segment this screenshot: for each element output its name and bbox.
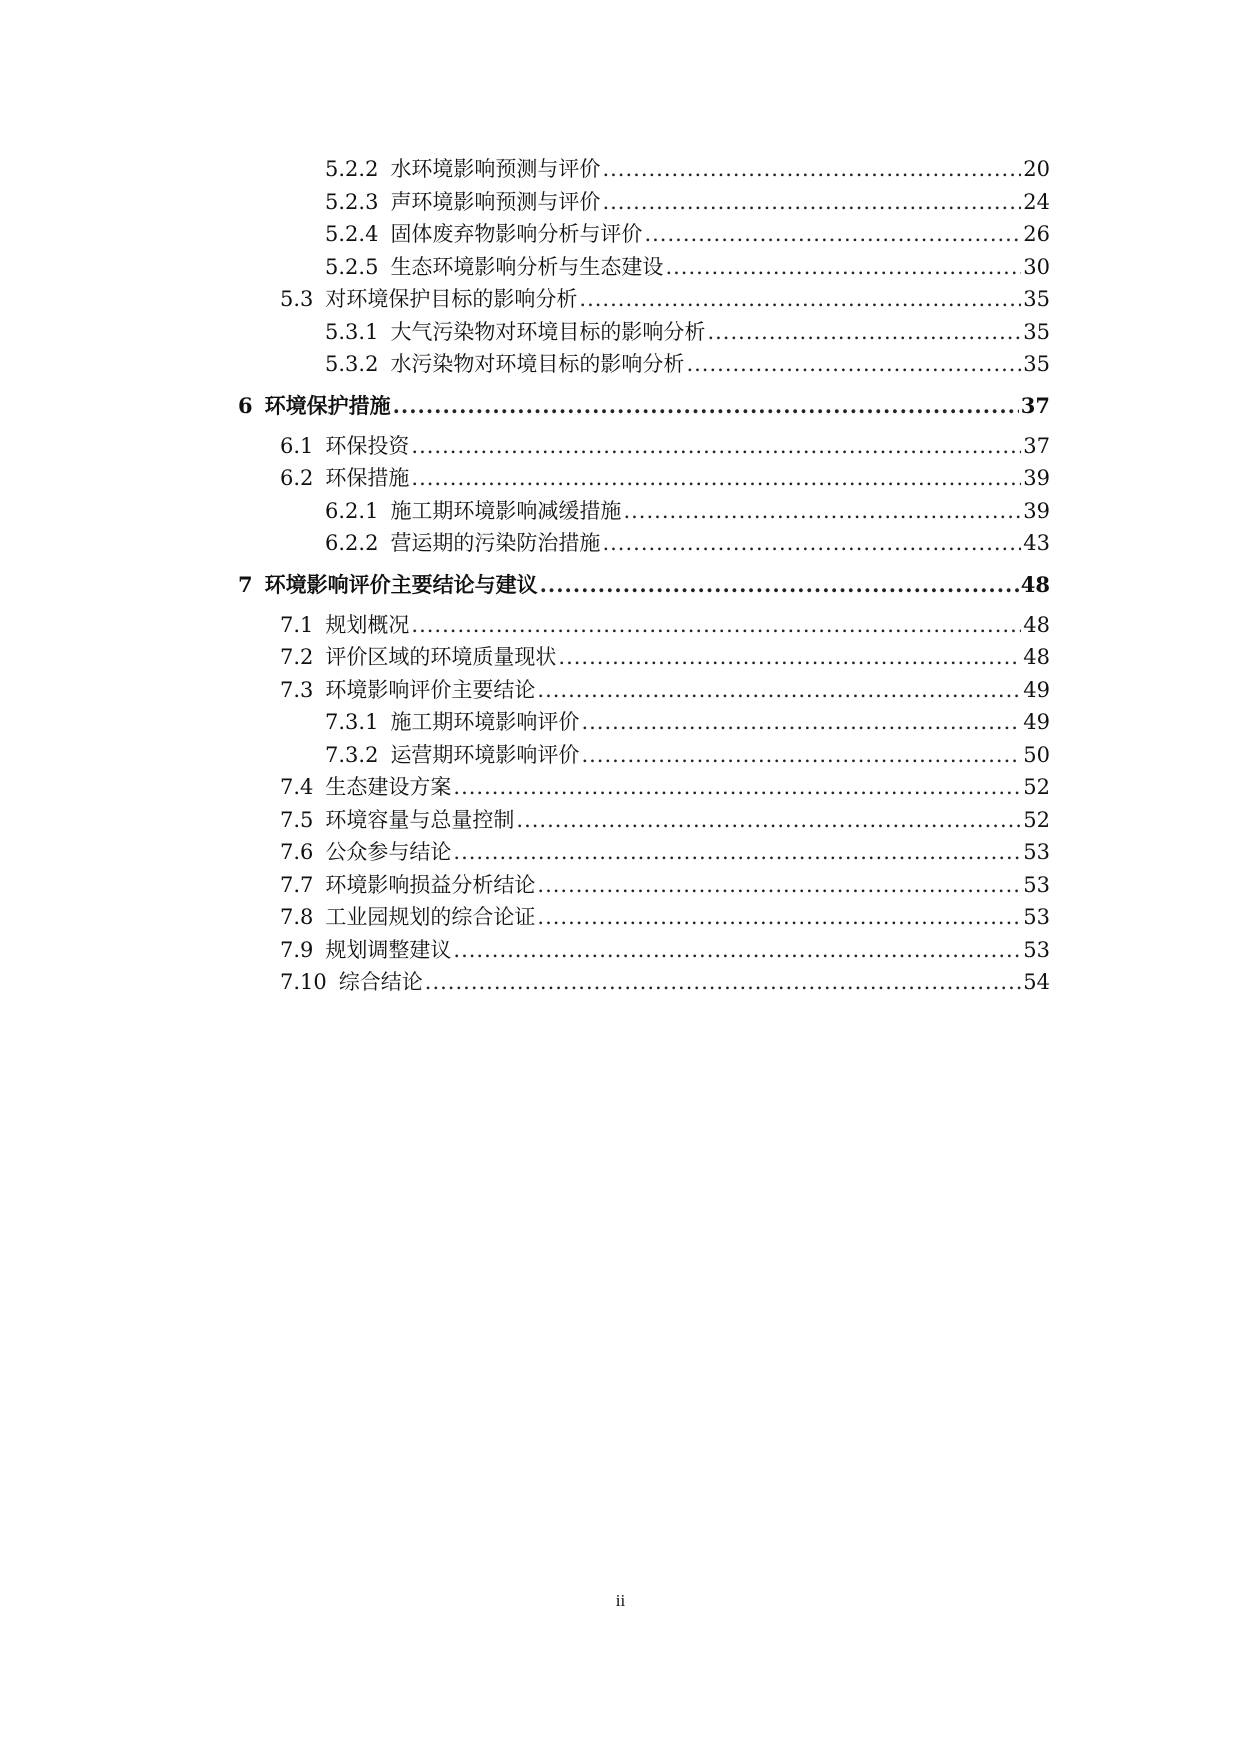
toc-leader-dots (425, 966, 1022, 999)
toc-entry[interactable] (238, 869, 1050, 902)
toc-entry-title: 水污染物对环境目标的影响分析 (390, 352, 685, 376)
toc-leader-dots (540, 560, 1019, 609)
toc-entry-page: 30 (1023, 254, 1050, 279)
toc-entry[interactable] (238, 348, 1050, 381)
toc-entry-page: 52 (1023, 775, 1050, 799)
toc-leader-dots (581, 706, 1021, 739)
toc-entry[interactable] (238, 966, 1050, 999)
toc-entry-number: 5.2.2 (325, 157, 379, 181)
toc-entry-title: 对环境保护目标的影响分析 (325, 287, 578, 311)
toc-leader-dots (644, 218, 1021, 251)
toc-leader-dots (411, 462, 1021, 495)
toc-entry[interactable] (238, 934, 1050, 967)
toc-entry-number: 7.3 (280, 677, 314, 702)
toc-entry-number: 7.5 (280, 807, 314, 832)
toc-leader-dots (579, 283, 1021, 316)
toc-entry-number: 7.3.2 (325, 742, 379, 767)
toc-leader-dots (581, 739, 1021, 772)
toc-entry-number: 7.8 (280, 905, 314, 929)
toc-leader-dots (453, 836, 1021, 869)
toc-entry[interactable] (238, 901, 1050, 934)
toc-entry[interactable] (238, 430, 1050, 463)
toc-entry-number: 7.6 (280, 840, 314, 864)
toc-entry[interactable] (238, 218, 1050, 251)
toc-entry-page: 53 (1023, 872, 1050, 897)
toc-leader-dots (516, 804, 1021, 837)
toc-entry-number: 6.2.1 (325, 498, 379, 523)
toc-entry[interactable] (238, 462, 1050, 495)
toc-entry-page: 48 (1023, 612, 1050, 637)
toc-entry-page: 37 (1023, 433, 1050, 458)
toc-entry[interactable] (238, 771, 1050, 804)
toc-entry-number: 5.3.1 (325, 319, 379, 344)
toc-entry-page: 53 (1023, 905, 1050, 929)
toc-entry[interactable] (238, 316, 1050, 349)
toc-leader-dots (453, 934, 1021, 967)
toc-entry-page: 39 (1023, 466, 1050, 490)
toc-leader-dots (453, 771, 1021, 804)
toc-entry-title: 环境保护措施 (264, 392, 391, 418)
toc-entry[interactable] (238, 283, 1050, 316)
toc-entry-title: 施工期环境影响减缓措施 (390, 498, 622, 523)
toc-entry-title: 规划概况 (325, 612, 410, 637)
toc-entry-title: 固体废弃物影响分析与评价 (390, 222, 643, 246)
toc-entry-number: 6.2 (280, 466, 314, 490)
toc-entry[interactable] (238, 706, 1050, 739)
toc-entry-number: 6 (238, 392, 253, 418)
toc-entry-page: 24 (1023, 189, 1050, 214)
toc-leader-dots (602, 186, 1021, 219)
toc-entry-page: 35 (1023, 287, 1050, 311)
toc-entry-number: 7.1 (280, 612, 314, 637)
toc-entry-page: 37 (1020, 392, 1050, 418)
table-of-contents (238, 153, 1050, 999)
toc-entry[interactable] (238, 560, 1050, 609)
toc-entry-number: 5.2.3 (325, 189, 379, 214)
toc-entry[interactable] (238, 251, 1050, 284)
toc-entry-page: 49 (1023, 710, 1050, 734)
toc-entry[interactable] (238, 186, 1050, 219)
toc-leader-dots (665, 251, 1021, 284)
toc-entry-title: 运营期环境影响评价 (390, 742, 580, 767)
toc-entry-title: 评价区域的环境质量现状 (325, 645, 557, 669)
toc-leader-dots (558, 641, 1021, 674)
toc-entry-number: 7.9 (280, 937, 314, 962)
toc-leader-dots (623, 495, 1021, 528)
toc-entry-page: 50 (1023, 742, 1050, 767)
toc-entry-title: 规划调整建议 (325, 937, 452, 962)
toc-entry-title: 环境影响评价主要结论 (325, 677, 536, 702)
toc-leader-dots (707, 316, 1021, 349)
toc-leader-dots (411, 609, 1021, 642)
toc-entry-number: 7.3.1 (325, 710, 379, 734)
toc-leader-dots (602, 527, 1021, 560)
toc-entry-page: 20 (1023, 157, 1050, 181)
toc-entry-title: 生态建设方案 (325, 775, 452, 799)
toc-entry-title: 环保措施 (325, 466, 410, 490)
toc-entry[interactable] (238, 153, 1050, 186)
toc-entry-title: 公众参与结论 (325, 840, 452, 864)
toc-entry[interactable] (238, 836, 1050, 869)
toc-entry-number: 5.2.4 (325, 222, 379, 246)
toc-entry-number: 6.2.2 (325, 531, 379, 555)
toc-entry[interactable] (238, 674, 1050, 707)
toc-entry-page: 26 (1023, 222, 1050, 246)
toc-entry-number: 5.2.5 (325, 254, 379, 279)
toc-entry-title: 声环境影响预测与评价 (390, 189, 601, 214)
toc-entry-page: 48 (1020, 571, 1050, 597)
toc-entry-page: 54 (1023, 970, 1050, 994)
toc-entry-number: 7.10 (280, 970, 327, 994)
toc-entry-title: 生态环境影响分析与生态建设 (390, 254, 664, 279)
toc-entry-title: 营运期的污染防治措施 (390, 531, 601, 555)
toc-entry-title: 环境影响损益分析结论 (325, 872, 536, 897)
toc-leader-dots (686, 348, 1021, 381)
toc-entry-page: 39 (1023, 498, 1050, 523)
toc-entry-page: 53 (1023, 840, 1050, 864)
toc-leader-dots (537, 869, 1021, 902)
toc-entry-number: 7 (238, 571, 253, 597)
toc-entry-number: 5.3.2 (325, 352, 379, 376)
toc-entry[interactable] (238, 381, 1050, 430)
toc-entry-page: 48 (1023, 645, 1050, 669)
toc-entry-page: 49 (1023, 677, 1050, 702)
toc-leader-dots (393, 381, 1019, 430)
toc-entry-page: 43 (1023, 531, 1050, 555)
page-number: ii (615, 1591, 626, 1610)
toc-entry-number: 6.1 (280, 433, 314, 458)
toc-leader-dots (602, 153, 1021, 186)
toc-leader-dots (411, 430, 1021, 463)
toc-leader-dots (537, 901, 1021, 934)
toc-entry-page: 53 (1023, 937, 1050, 962)
toc-entry[interactable] (238, 527, 1050, 560)
toc-entry-number: 7.2 (280, 645, 314, 669)
toc-entry-title: 水环境影响预测与评价 (390, 157, 601, 181)
toc-entry-number: 7.4 (280, 775, 314, 799)
toc-entry[interactable] (238, 495, 1050, 528)
toc-entry-number: 5.3 (280, 287, 314, 311)
toc-entry-title: 环保投资 (325, 433, 410, 458)
toc-entry-title: 环境影响评价主要结论与建议 (264, 571, 538, 597)
toc-entry-number: 7.7 (280, 872, 314, 897)
toc-entry-title: 施工期环境影响评价 (390, 710, 580, 734)
toc-leader-dots (537, 674, 1021, 707)
toc-entry-page: 52 (1023, 807, 1050, 832)
toc-entry[interactable] (238, 739, 1050, 772)
toc-entry-title: 工业园规划的综合论证 (325, 905, 536, 929)
toc-entry-title: 综合结论 (338, 970, 423, 994)
toc-entry-title: 环境容量与总量控制 (325, 807, 515, 832)
toc-entry-page: 35 (1023, 319, 1050, 344)
toc-entry[interactable] (238, 609, 1050, 642)
toc-entry-title: 大气污染物对环境目标的影响分析 (390, 319, 706, 344)
toc-entry[interactable] (238, 804, 1050, 837)
toc-entry[interactable] (238, 641, 1050, 674)
toc-entry-page: 35 (1023, 352, 1050, 376)
